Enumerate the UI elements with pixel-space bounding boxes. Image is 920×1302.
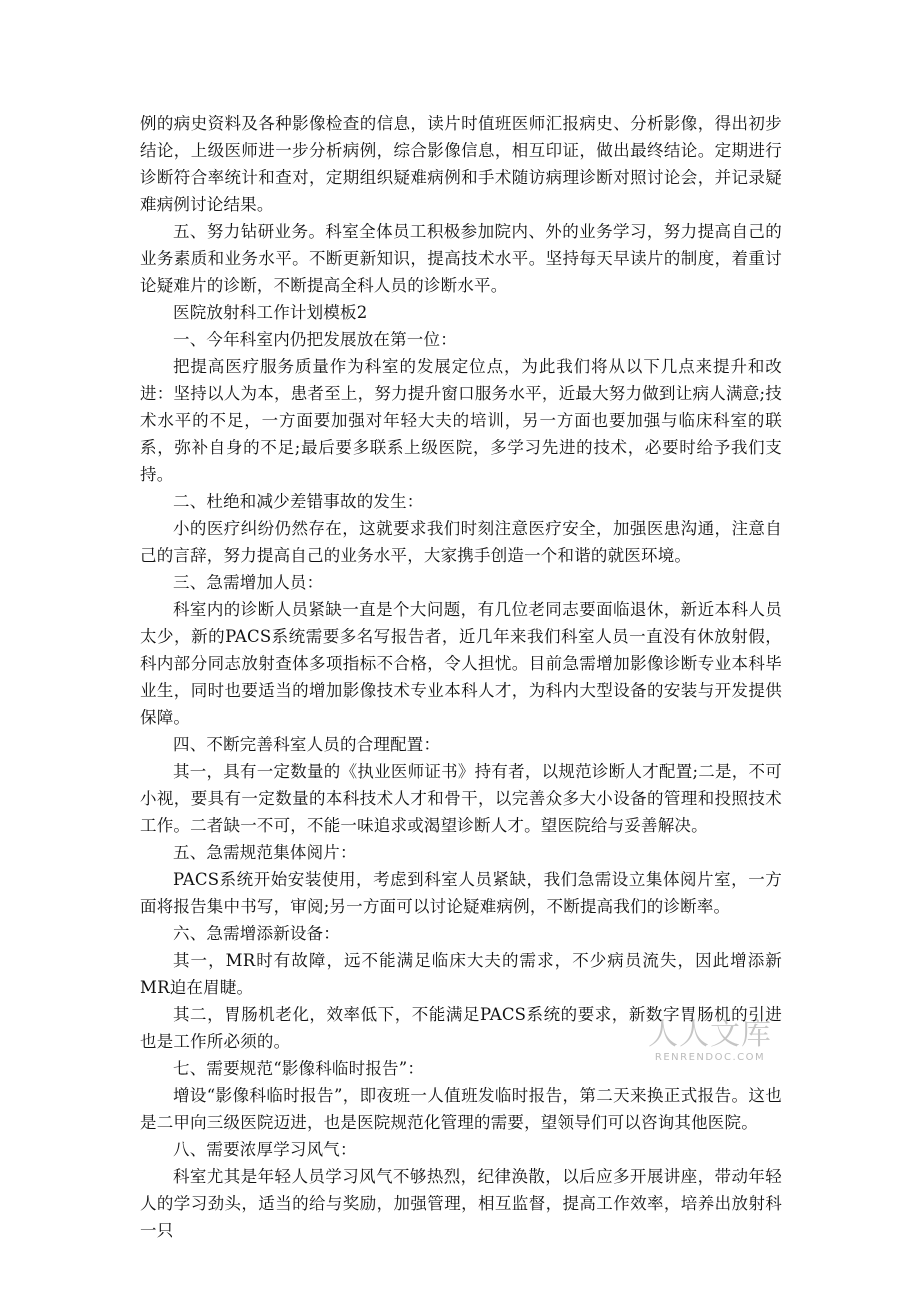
paragraph: 小的医疗纠纷仍然存在，这就要求我们时刻注意医疗安全，加强医患沟通，注意自己的言辞，努力提高自己的业务水平，大家携手创造一个和谐的就医环境。 [140,519,782,565]
paragraph: 其一，具有一定数量的《执业医师证书》持有者，以规范诊断人才配置;二是，不可小视，要具有一定数量的本科技术人才和骨干，以完善众多大小设备的管理和投照技术工作。二者缺一不可，不能一味追求或渴望诊断人才。望医院给与妥善解决。 [140,762,782,835]
paragraph: 六、急需增添新设备： [173,924,340,943]
paragraph: 例的病史资料及各种影像检查的信息，读片时值班医师汇报病史、分析影像，得出初步结论，上级医师进一步分析病例，综合影像信息，相互印证，做出最终结论。定期进行诊断符合率统计和查对，定期组织疑难病例和手术随访病理诊断对照讨论会，并记录疑难病例讨论结果。 [140,114,782,214]
paragraph: 把提高医疗服务质量作为科室的发展定位点，为此我们将从以下几点来提升和改进：坚持以人为本，患者至上，努力提升窗口服务水平，近最大努力做到让病人满意;技术水平的不足，一方面要加强对年轻大夫的培训，另一方面也要加强与临床科室的联系，弥补自身的不足;最后要多联系上级医院，多学习先进的技术，必要时给予我们支持。 [140,357,782,484]
paragraph: 五、努力钻研业务。科室全体员工积极参加院内、外的业务学习，努力提高自己的业务素质和业务水平。不断更新知识，提高技术水平。坚持每天早读片的制度，着重讨论疑难片的诊断，不断提高全科人员的诊断水平。 [140,222,782,295]
paragraph: 二、杜绝和减少差错事故的发生： [173,492,424,511]
paragraph: 其一，MR时有故障，远不能满足临床大夫的需求，不少病员流失，因此增添新MR迫在眉睫。 [140,951,782,997]
paragraph: 一、今年科室内仍把发展放在第一位： [173,330,457,349]
paragraph: 其二，胃肠机老化，效率低下，不能满足PACS系统的要求，新数字胃肠机的引进也是工作所必须的。 [140,1005,782,1051]
paragraph: 增设“影像科临时报告”，即夜班一人值班发临时报告，第二天来换正式报告。这也是二甲向三级医院迈进，也是医院规范化管理的需要，望领导们可以咨询其他医院。 [140,1086,782,1132]
paragraph: 五、急需规范集体阅片： [173,843,357,862]
paragraph: 四、不断完善科室人员的合理配置： [173,735,441,754]
watermark-subtitle: RENRENDOC.COM [654,1052,766,1063]
document-body [140,110,782,1244]
paragraph: 七、需要规范“影像科临时报告”： [173,1059,425,1078]
paragraph: 医院放射科工作计划模板2 [173,303,368,322]
paragraph: PACS系统开始安装使用，考虑到科室人员紧缺，我们急需设立集体阅片室，一方面将报告集中书写，审阅;另一方面可以讨论疑难病例，不断提高我们的诊断率。 [140,870,782,916]
paragraph: 八、需要浓厚学习风气： [173,1140,357,1159]
paragraph: 科室尤其是年轻人员学习风气不够热烈，纪律涣散，以后应多开展讲座，带动年轻人的学习劲头，适当的给与奖励，加强管理，相互监督，提高工作效率，培养出放射科一只 [140,1167,782,1240]
watermark-title: 人人文库 [648,1017,772,1052]
paragraph: 三、急需增加人员： [173,573,324,592]
paragraph: 科室内的诊断人员紧缺一直是个大问题，有几位老同志要面临退休，新近本科人员太少，新的PACS系统需要多名写报告者，近几年来我们科室人员一直没有休放射假，科内部分同志放射查体多项指标不合格，令人担忧。目前急需增加影像诊断专业本科毕业生，同时也要适当的增加影像技术专业本科人才，为科内大型设备的安装与开发提供保障。 [140,600,782,727]
